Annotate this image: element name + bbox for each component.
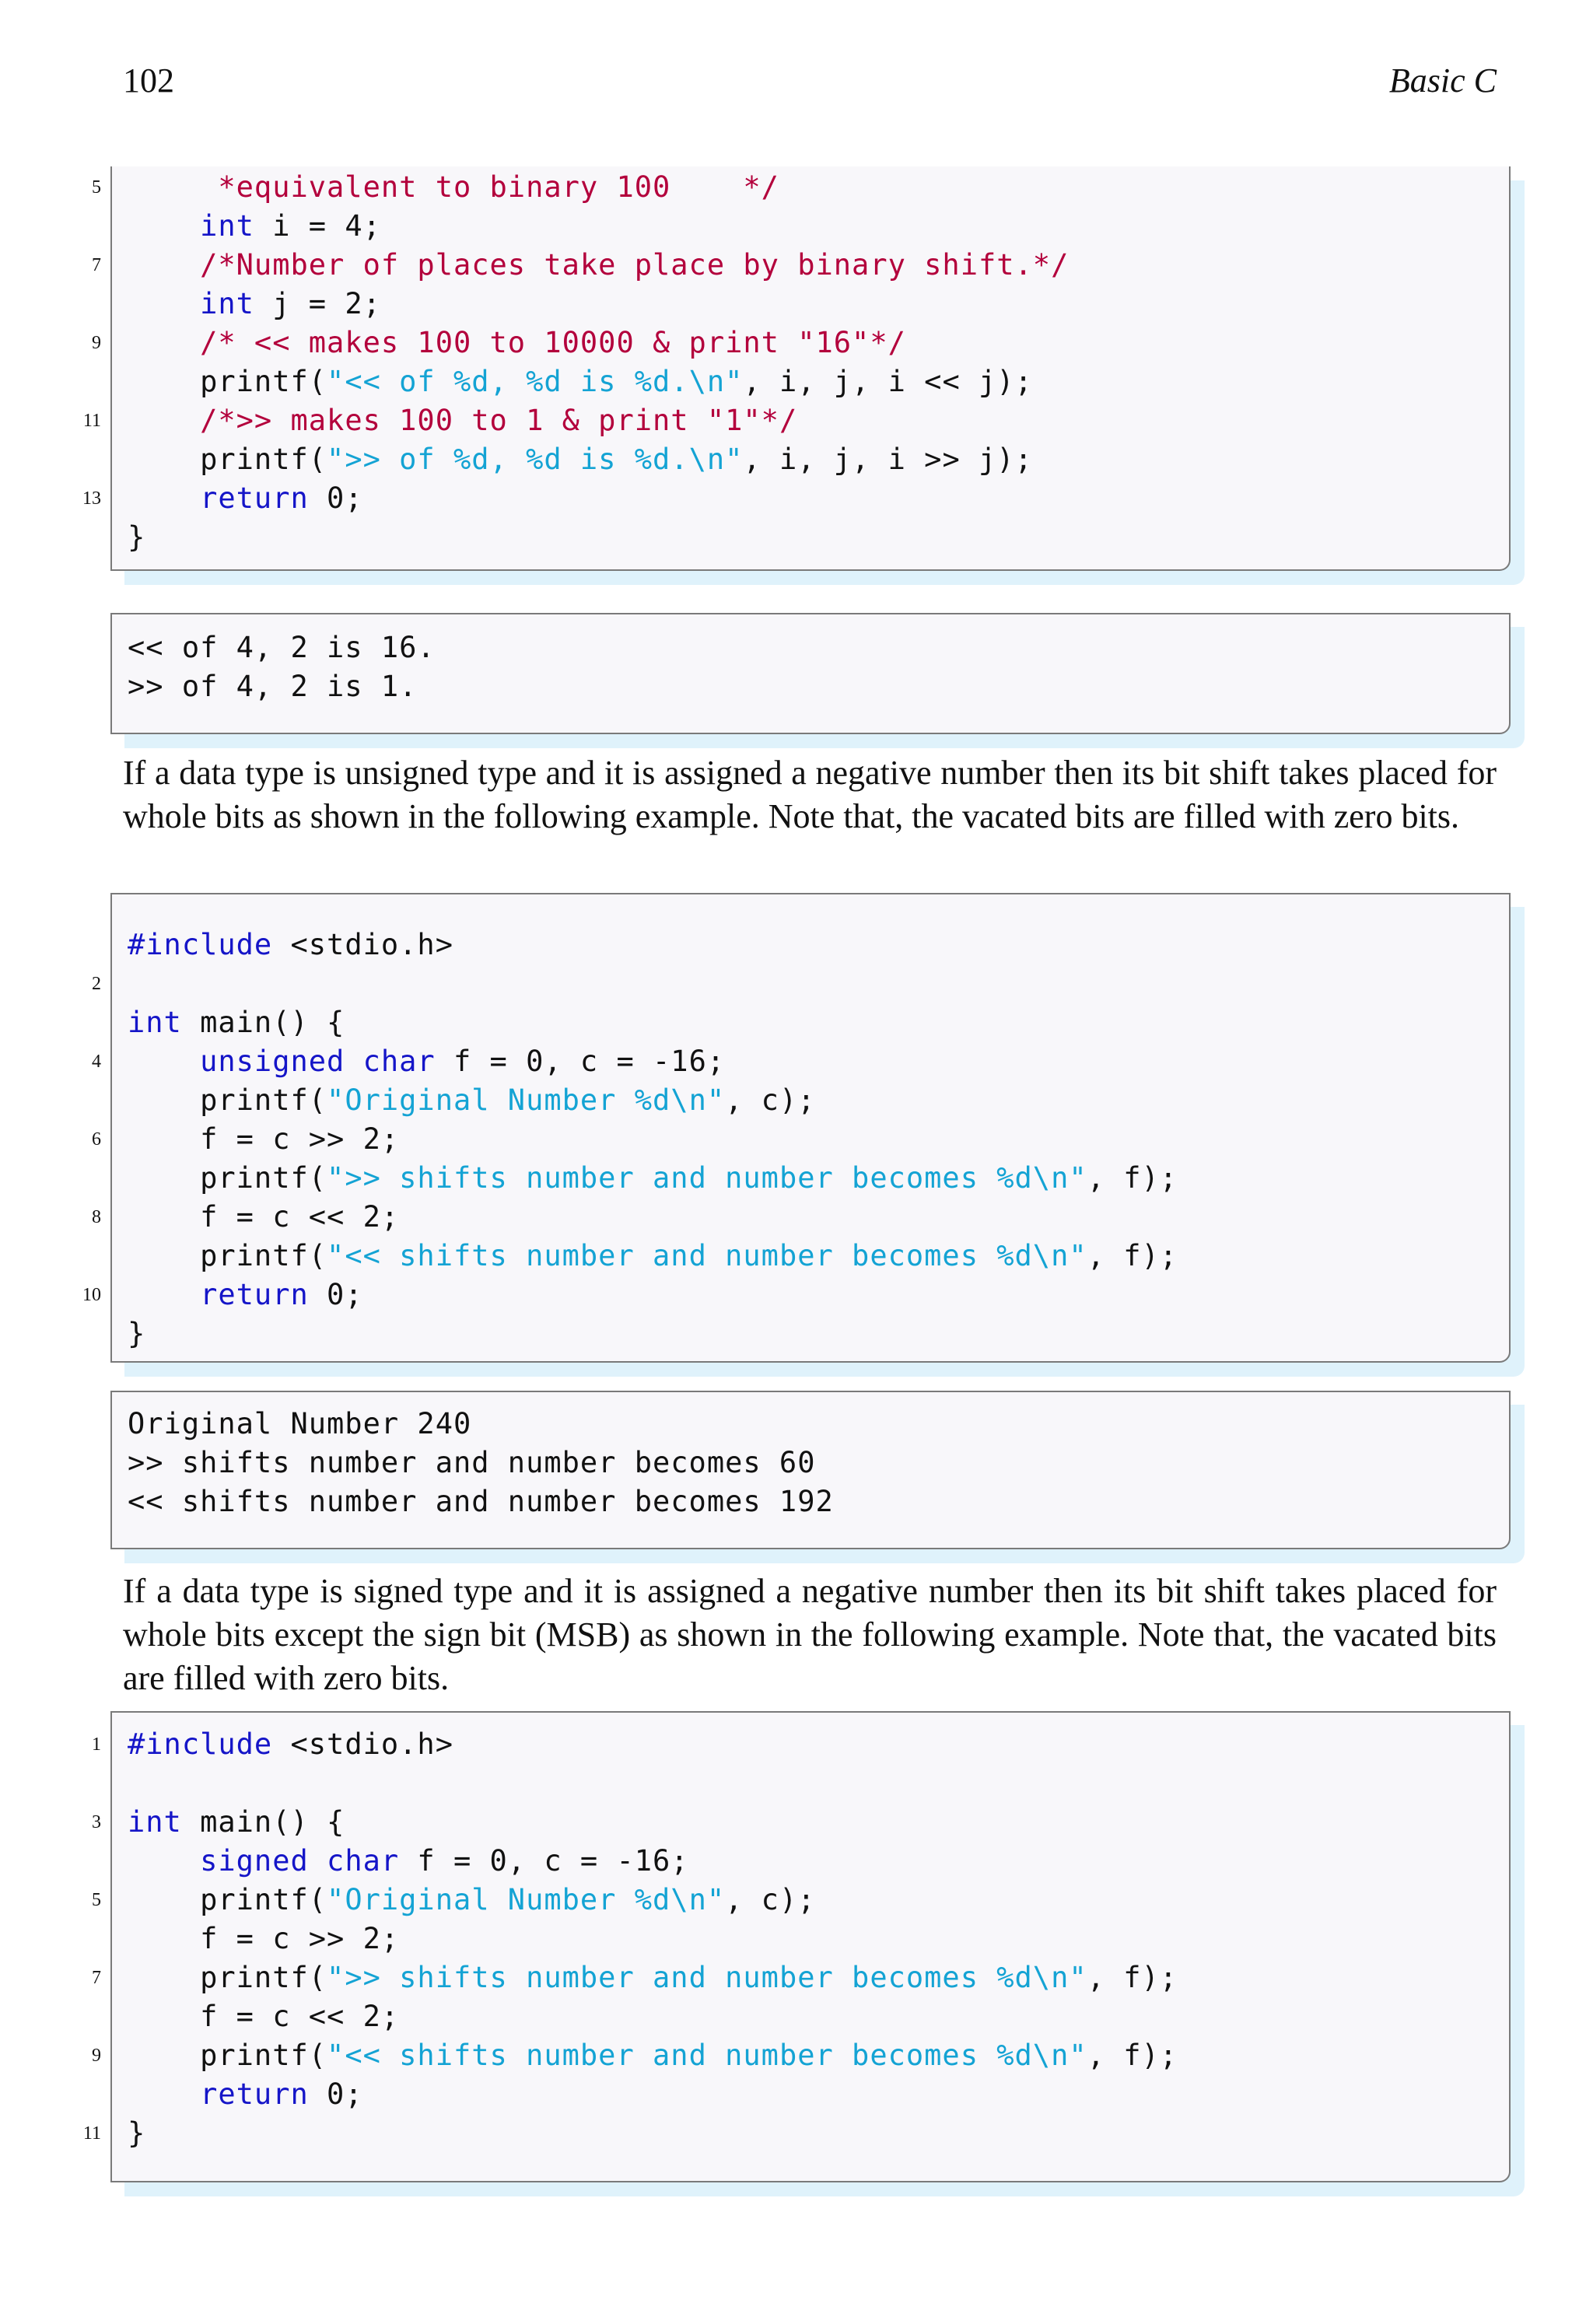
line-number: 8 xyxy=(92,1207,101,1227)
code-token: , i, j, i << j); xyxy=(743,365,1033,398)
code-token xyxy=(128,248,200,282)
code-line xyxy=(92,1803,1509,1842)
code-token: f = c << 2; xyxy=(128,2000,400,2033)
code-listing-3 xyxy=(82,1711,1511,2182)
paragraph-unsigned: If a data type is unsigned type and it is assigned a negative number then its bit shift takes placed for whole bits as shown in the following example. Note that, the vacated bits are filled with zero bits. xyxy=(123,754,1497,835)
code-token: printf( xyxy=(128,1083,327,1117)
line-number: 10 xyxy=(82,1285,101,1305)
code-line xyxy=(112,1842,1509,1881)
code-line xyxy=(82,2114,1509,2153)
line-number: 7 xyxy=(92,1968,101,1988)
string-token: "Original Number %d\n" xyxy=(327,1083,726,1117)
code-line xyxy=(112,1920,1509,1958)
code-line xyxy=(92,1725,1509,1764)
code-line xyxy=(112,1444,1509,1482)
code-token: >> shifts number and number becomes 60 xyxy=(128,1446,816,1479)
code-token: f = c >> 2; xyxy=(128,1122,400,1156)
line-number: 2 xyxy=(92,974,101,994)
code-line xyxy=(112,1081,1509,1120)
code-line xyxy=(92,2036,1509,2075)
code-token: 0; xyxy=(308,1278,363,1311)
code-token: main() { xyxy=(181,1805,345,1839)
code-token xyxy=(128,404,200,437)
code-token: 0; xyxy=(308,2077,363,2111)
code-token: <stdio.h> xyxy=(272,928,453,961)
code-line xyxy=(112,1003,1509,1042)
code-token: } xyxy=(128,520,146,554)
code-token: , f); xyxy=(1087,1961,1178,1994)
string-token: "<< shifts number and number becomes %d\n" xyxy=(327,1239,1087,1272)
code-line xyxy=(92,1120,1509,1159)
comment-token: /*Number of places take place by binary shift.*/ xyxy=(200,248,1070,282)
code-token xyxy=(128,326,200,359)
code-token: printf( xyxy=(128,1883,327,1916)
line-number: 5 xyxy=(92,177,101,198)
line-number: 9 xyxy=(92,333,101,353)
code-token: Original Number 240 xyxy=(128,1407,472,1440)
string-token: ">> shifts number and number becomes %d\n" xyxy=(327,1161,1087,1195)
code-token: << shifts number and number becomes 192 xyxy=(128,1485,834,1518)
code-token: printf( xyxy=(128,1961,327,1994)
keyword-token: unsigned char xyxy=(200,1045,436,1078)
keyword-token: return xyxy=(200,2077,309,2111)
code-line xyxy=(112,1482,1509,1521)
code-token xyxy=(128,481,200,515)
code-token: , c); xyxy=(725,1883,816,1916)
line-number: 13 xyxy=(82,488,101,509)
line-number: 3 xyxy=(92,1812,101,1832)
line-number: 4 xyxy=(92,1052,101,1072)
code-token: i = 4; xyxy=(254,209,381,243)
keyword-token: signed char xyxy=(200,1844,400,1878)
code-token: , f); xyxy=(1087,1161,1178,1195)
keyword-token: #include xyxy=(128,928,273,961)
code-line xyxy=(92,964,1509,1003)
string-token: "<< shifts number and number becomes %d\n" xyxy=(327,2039,1087,2072)
code-line xyxy=(112,628,1509,667)
keyword-token: int xyxy=(128,1006,182,1039)
code-token: <stdio.h> xyxy=(272,1727,453,1761)
code-token: , f); xyxy=(1087,1239,1178,1272)
code-line xyxy=(112,207,1509,246)
code-line xyxy=(112,1237,1509,1276)
code-listing-2 xyxy=(82,893,1511,1363)
line-number: 5 xyxy=(92,1890,101,1910)
line-number: 1 xyxy=(92,1734,101,1755)
string-token: ">> shifts number and number becomes %d\n" xyxy=(327,1961,1087,1994)
line-number: 6 xyxy=(92,1129,101,1150)
keyword-token: int xyxy=(200,287,254,320)
code-token: printf( xyxy=(128,443,327,476)
code-line xyxy=(112,1314,1509,1353)
code-line xyxy=(112,362,1509,401)
code-token: f = c >> 2; xyxy=(128,1922,400,1955)
keyword-token: #include xyxy=(128,1727,273,1761)
code-token: , f); xyxy=(1087,2039,1178,2072)
code-line xyxy=(92,1958,1509,1997)
code-line xyxy=(82,1276,1509,1314)
code-token: >> of 4, 2 is 1. xyxy=(128,670,418,703)
keyword-token: int xyxy=(128,1805,182,1839)
code-token xyxy=(128,2077,200,2111)
code-token: printf( xyxy=(128,365,327,398)
code-token xyxy=(128,287,200,320)
code-line xyxy=(92,324,1509,362)
code-token xyxy=(128,1844,200,1878)
code-token: f = c << 2; xyxy=(128,1200,400,1234)
code-token: << of 4, 2 is 16. xyxy=(128,631,436,664)
string-token: ">> of %d, %d is %d.\n" xyxy=(327,443,744,476)
code-token xyxy=(128,1278,200,1311)
chapter-title: Basic C xyxy=(1388,61,1497,100)
code-token xyxy=(128,1045,200,1078)
code-token: j = 2; xyxy=(254,287,381,320)
code-token: } xyxy=(128,2116,146,2150)
code-line xyxy=(112,2075,1509,2114)
code-token: , i, j, i >> j); xyxy=(743,443,1033,476)
paragraph-signed: If a data type is signed type and it is assigned a negative number then its bit shift takes placed for whole bits except the sign bit (MSB) as shown in the following example. Note that, the vacated bits are filled with zero bits. xyxy=(123,1572,1497,1697)
line-number: 9 xyxy=(92,2046,101,2066)
code-line xyxy=(82,479,1509,518)
keyword-token: return xyxy=(200,1278,309,1311)
keyword-token: return xyxy=(200,481,309,515)
code-line xyxy=(92,246,1509,285)
code-token: } xyxy=(128,1317,146,1350)
code-token: , c); xyxy=(725,1083,816,1117)
code-token xyxy=(128,209,200,243)
code-line xyxy=(112,518,1509,557)
output-box-1 xyxy=(110,613,1511,734)
code-line xyxy=(112,1997,1509,2036)
page-header xyxy=(123,61,1497,100)
code-line xyxy=(112,285,1509,324)
code-token: f = 0, c = -16; xyxy=(399,1844,689,1878)
code-line xyxy=(92,1881,1509,1920)
output-box-2 xyxy=(110,1391,1511,1549)
page-number: 102 xyxy=(123,61,174,100)
code-line xyxy=(112,667,1509,706)
code-line xyxy=(112,1405,1509,1444)
line-number: 11 xyxy=(82,411,101,431)
line-number: 11 xyxy=(82,2123,101,2144)
code-token: main() { xyxy=(181,1006,345,1039)
code-token: printf( xyxy=(128,1239,327,1272)
code-line xyxy=(112,1764,1509,1803)
code-token: 0; xyxy=(308,481,363,515)
comment-token: *equivalent to binary 100 */ xyxy=(128,170,779,204)
line-number: 7 xyxy=(92,255,101,275)
code-line xyxy=(112,1159,1509,1198)
code-line xyxy=(92,168,1509,207)
comment-token: /*>> makes 100 to 1 & print "1"*/ xyxy=(200,404,798,437)
string-token: "<< of %d, %d is %d.\n" xyxy=(327,365,744,398)
code-line xyxy=(92,1198,1509,1237)
code-line xyxy=(82,401,1509,440)
code-listing-1 xyxy=(82,166,1511,571)
code-token: printf( xyxy=(128,2039,327,2072)
string-token: "Original Number %d\n" xyxy=(327,1883,726,1916)
code-token: f = 0, c = -16; xyxy=(435,1045,726,1078)
code-token: printf( xyxy=(128,1161,327,1195)
code-line xyxy=(92,1042,1509,1081)
code-line xyxy=(112,926,1509,964)
code-line xyxy=(112,440,1509,479)
keyword-token: int xyxy=(200,209,254,243)
comment-token: /* << makes 100 to 10000 & print "16"*/ xyxy=(200,326,906,359)
